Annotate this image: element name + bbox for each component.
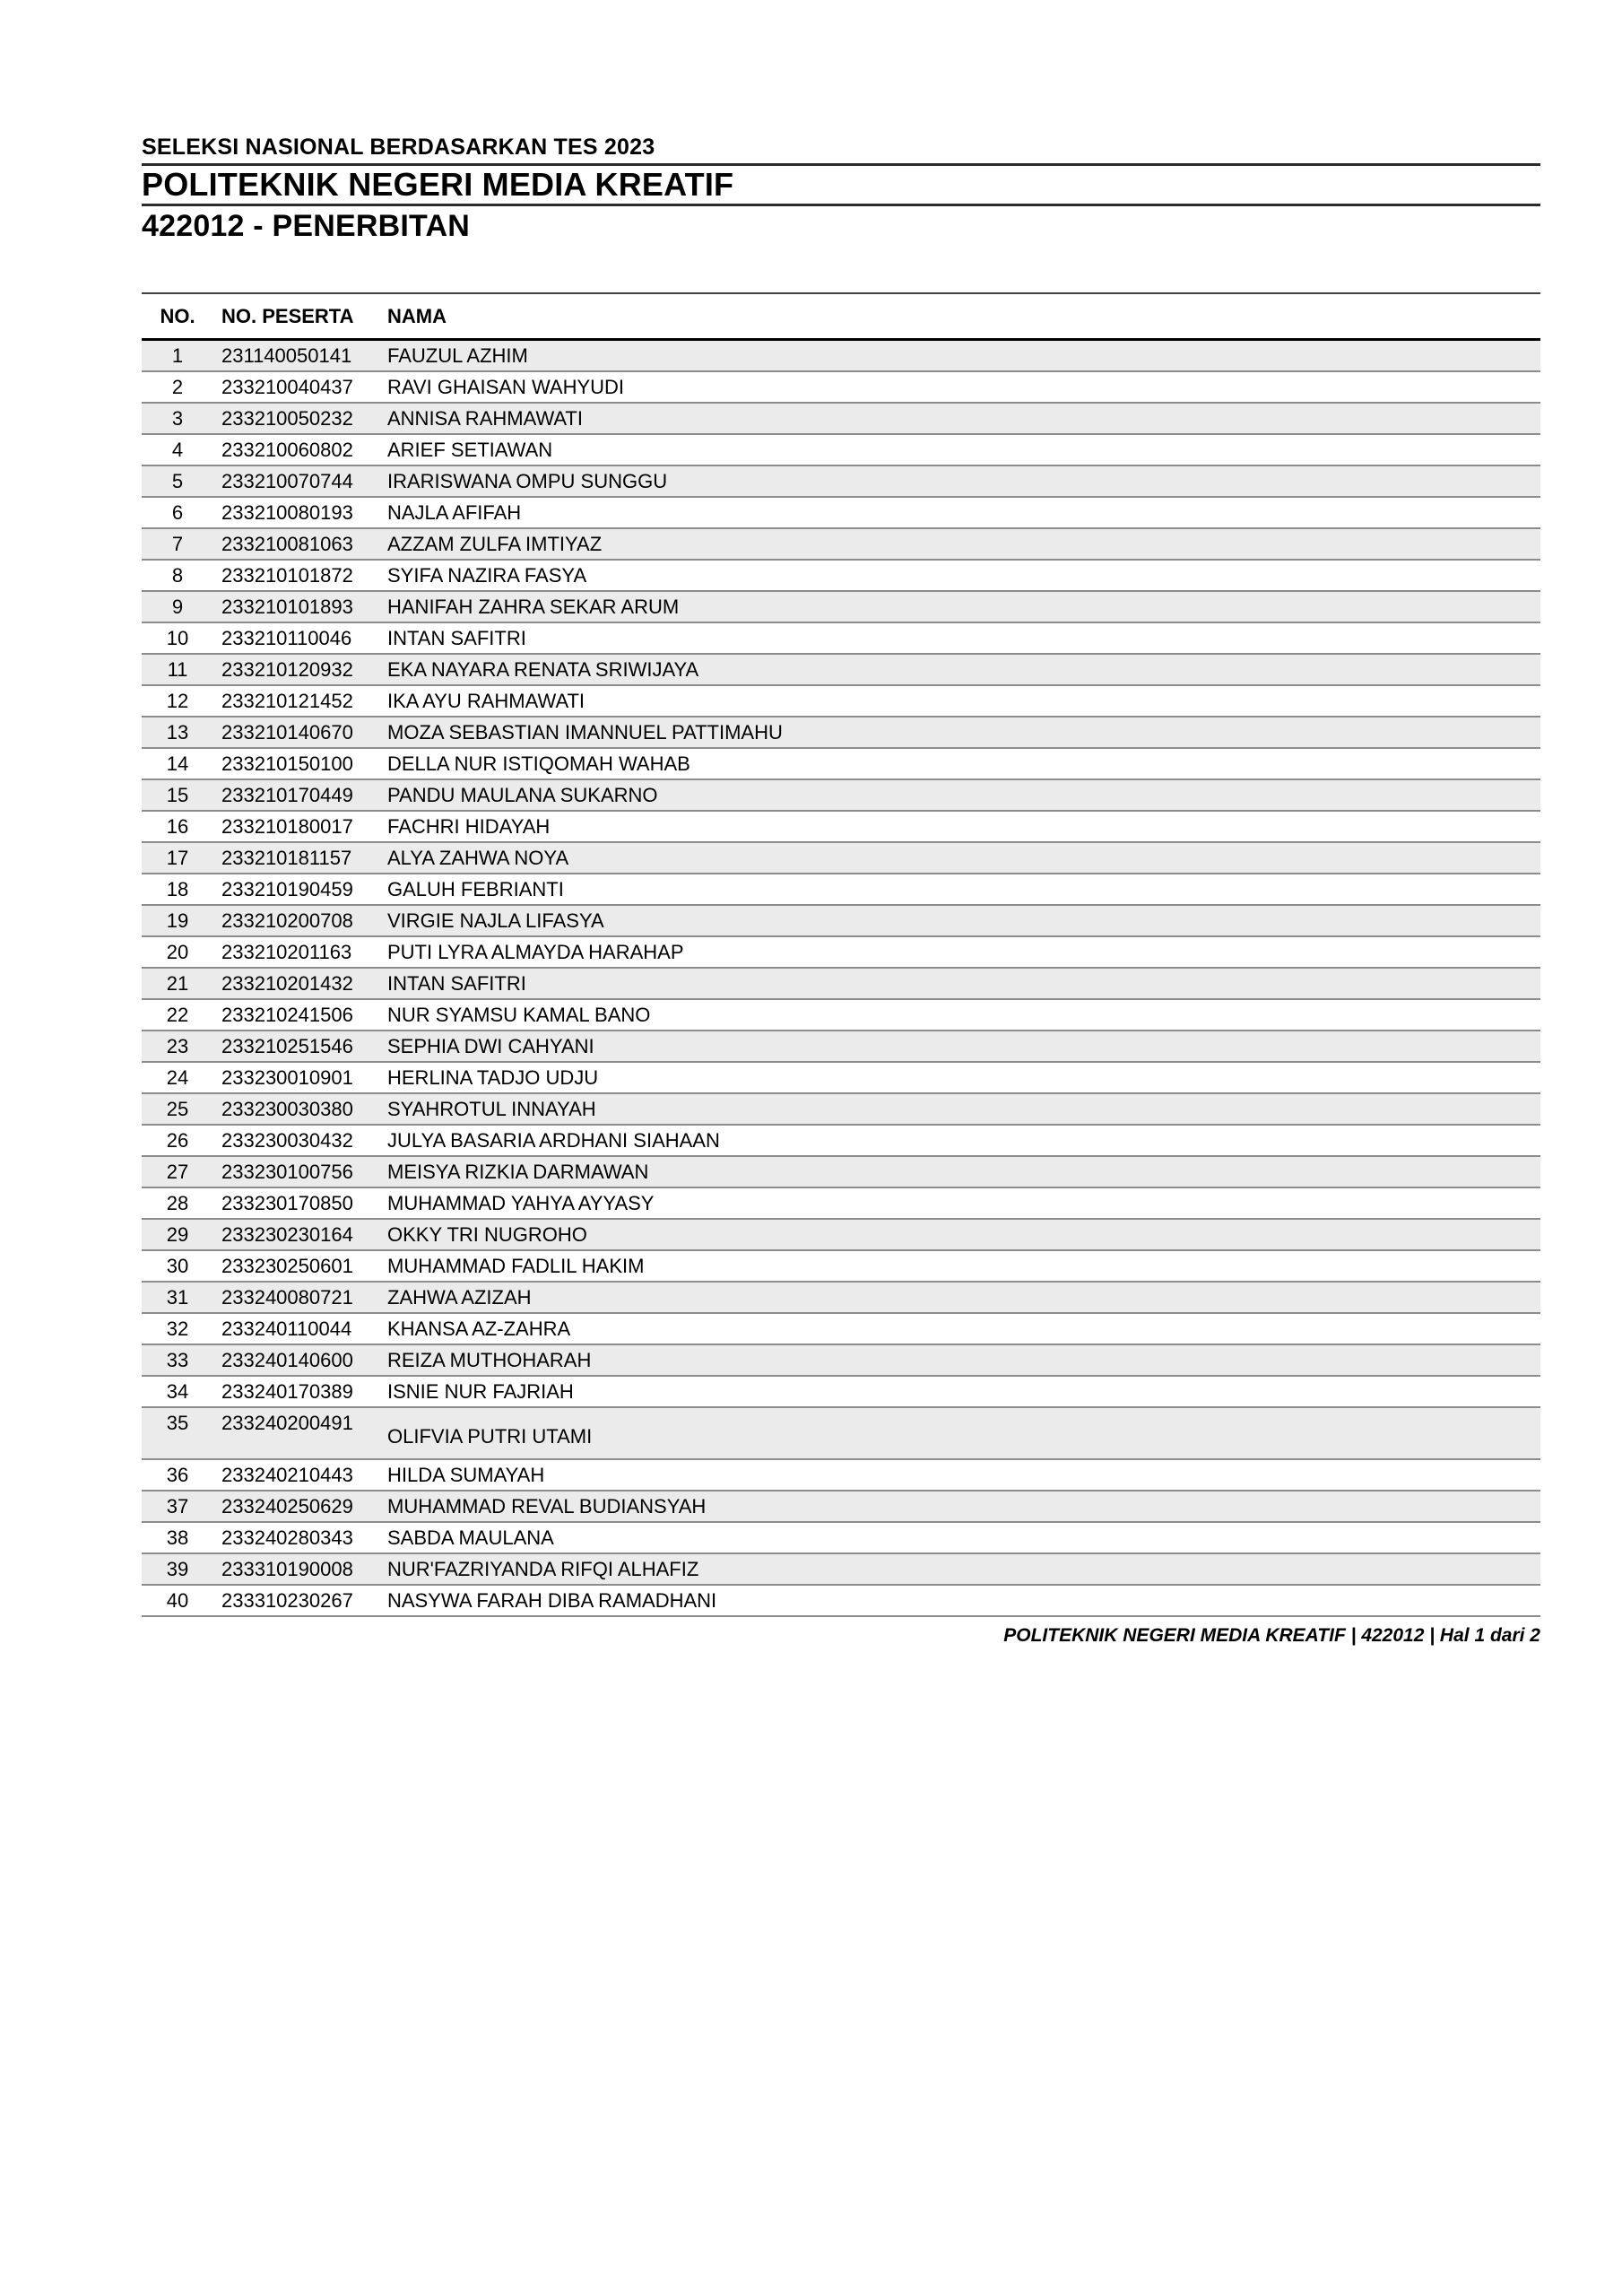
table-row — [142, 372, 1540, 404]
event-title: SELEKSI NASIONAL BERDASARKAN TES 2023 — [142, 131, 1540, 166]
row-name: DELLA NUR ISTIQOMAH WAHAB — [387, 752, 690, 775]
table-row — [142, 749, 1540, 780]
row-name: NASYWA FARAH DIBA RAMADHANI — [387, 1588, 717, 1612]
table-row — [142, 874, 1540, 906]
column-header-no: NO. — [160, 304, 195, 327]
row-peserta-number: 233210180017 — [221, 814, 353, 838]
row-name: FAUZUL AZHIM — [387, 344, 528, 367]
row-name: PUTI LYRA ALMAYDA HARAHAP — [387, 940, 684, 963]
row-number: 8 — [171, 563, 184, 587]
table-row — [142, 843, 1540, 874]
table-row — [142, 466, 1540, 498]
row-number: 18 — [166, 877, 189, 900]
table-body — [142, 341, 1540, 1617]
column-header-peserta: NO. PESERTA — [221, 304, 354, 327]
table-row — [142, 498, 1540, 529]
row-peserta-number: 233210050232 — [221, 406, 353, 430]
row-peserta-number: 233210170449 — [221, 783, 353, 806]
row-number: 28 — [166, 1191, 189, 1214]
row-peserta-number: 233240080721 — [221, 1285, 353, 1309]
row-name: MUHAMMAD REVAL BUDIANSYAH — [387, 1494, 707, 1518]
row-peserta-number: 233210201432 — [221, 971, 353, 995]
row-name: ANNISA RAHMAWATI — [387, 406, 583, 430]
row-name: ARIEF SETIAWAN — [387, 438, 553, 461]
row-number: 20 — [166, 940, 189, 963]
table-row — [142, 1031, 1540, 1063]
row-peserta-number: 233210070744 — [221, 469, 353, 492]
row-peserta-number: 233210190459 — [221, 877, 353, 900]
row-peserta-number: 233210080193 — [221, 500, 353, 524]
row-name: SYIFA NAZIRA FASYA — [387, 563, 587, 587]
row-peserta-number: 233230230164 — [221, 1222, 353, 1246]
row-name: ISNIE NUR FAJRIAH — [387, 1379, 574, 1403]
row-number: 21 — [166, 971, 189, 995]
row-name: FACHRI HIDAYAH — [387, 814, 551, 838]
row-name: ZAHWA AZIZAH — [387, 1285, 532, 1309]
table-row — [142, 1460, 1540, 1492]
row-number: 17 — [166, 846, 189, 869]
row-peserta-number: 233240250629 — [221, 1494, 353, 1518]
row-number: 16 — [166, 814, 189, 838]
table-row — [142, 969, 1540, 1000]
table-row — [142, 592, 1540, 623]
row-number: 34 — [166, 1379, 189, 1403]
row-peserta-number: 233230030380 — [221, 1097, 353, 1120]
row-peserta-number: 233230010901 — [221, 1065, 353, 1089]
row-peserta-number: 233210241506 — [221, 1003, 353, 1026]
row-name: MOZA SEBASTIAN IMANNUEL PATTIMAHU — [387, 720, 783, 744]
row-name: HERLINA TADJO UDJU — [387, 1065, 599, 1089]
row-name: AZZAM ZULFA IMTIYAZ — [387, 532, 603, 555]
row-peserta-number: 233210181157 — [221, 846, 352, 869]
row-peserta-number: 233210040437 — [221, 375, 353, 398]
row-peserta-number: 233210110046 — [221, 626, 352, 649]
row-name: KHANSA AZ-ZAHRA — [387, 1317, 571, 1340]
row-number: 5 — [171, 469, 184, 492]
table-row — [142, 1523, 1540, 1554]
table-row — [142, 1345, 1540, 1377]
table-row — [142, 718, 1540, 749]
row-number: 33 — [166, 1348, 189, 1371]
row-number: 30 — [166, 1254, 189, 1277]
table-row — [142, 1377, 1540, 1408]
row-number: 10 — [166, 626, 189, 649]
row-peserta-number: 233210121452 — [221, 689, 353, 712]
row-peserta-number: 233240170389 — [221, 1379, 353, 1403]
table-row — [142, 435, 1540, 466]
row-number: 7 — [171, 532, 184, 555]
row-number: 22 — [166, 1003, 189, 1026]
row-name: MUHAMMAD YAHYA AYYASY — [387, 1191, 655, 1214]
row-peserta-number: 233310230267 — [221, 1588, 353, 1612]
table-row — [142, 686, 1540, 718]
row-name: HILDA SUMAYAH — [387, 1463, 545, 1486]
row-number: 36 — [166, 1463, 189, 1486]
table-row — [142, 561, 1540, 592]
program-title: 422012 - PENERBITAN — [142, 209, 470, 243]
row-name: MUHAMMAD FADLIL HAKIM — [387, 1254, 645, 1277]
row-name: NAJLA AFIFAH — [387, 500, 522, 524]
row-peserta-number: 233310190008 — [221, 1557, 353, 1580]
row-name: OKKY TRI NUGROHO — [387, 1222, 587, 1246]
row-peserta-number: 233210120932 — [221, 657, 353, 681]
row-number: 29 — [166, 1222, 189, 1246]
row-peserta-number: 233240140600 — [221, 1348, 353, 1371]
row-peserta-number: 233240200491 — [221, 1412, 353, 1434]
table-row — [142, 906, 1540, 937]
table-row — [142, 1408, 1540, 1460]
row-name: REIZA MUTHOHARAH — [387, 1348, 592, 1371]
row-name: RAVI GHAISAN WAHYUDI — [387, 375, 625, 398]
row-peserta-number: 231140050141 — [221, 344, 352, 367]
row-number: 27 — [166, 1160, 189, 1183]
table-row — [142, 1251, 1540, 1283]
row-name: IKA AYU RAHMAWATI — [387, 689, 585, 712]
row-name: IRARISWANA OMPU SUNGGU — [387, 469, 668, 492]
row-name: HANIFAH ZAHRA SEKAR ARUM — [387, 595, 680, 618]
row-peserta-number: 233210101893 — [221, 595, 353, 618]
row-peserta-number: 233210060802 — [221, 438, 353, 461]
column-header-nama: NAMA — [387, 304, 447, 327]
page-footer: POLITEKNIK NEGERI MEDIA KREATIF | 422012 | Hal 1 dari 2 — [1003, 1625, 1540, 1646]
row-number: 14 — [166, 752, 189, 775]
row-peserta-number: 233230250601 — [221, 1254, 353, 1277]
table-row — [142, 623, 1540, 655]
table-row — [142, 341, 1540, 372]
table-row — [142, 1492, 1540, 1523]
institution-title: POLITEKNIK NEGERI MEDIA KREATIF — [142, 166, 1540, 206]
row-number: 2 — [171, 375, 184, 398]
row-name: NUR'FAZRIYANDA RIFQI ALHAFIZ — [387, 1557, 699, 1580]
row-name: INTAN SAFITRI — [387, 626, 526, 649]
row-peserta-number: 233210200708 — [221, 909, 353, 932]
row-number: 1 — [171, 344, 184, 367]
row-peserta-number: 233210201163 — [221, 940, 352, 963]
row-number: 9 — [171, 595, 184, 618]
row-number: 31 — [166, 1285, 189, 1309]
row-number: 26 — [166, 1128, 189, 1152]
row-peserta-number: 233230170850 — [221, 1191, 353, 1214]
table-row — [142, 780, 1540, 812]
row-peserta-number: 233210081063 — [221, 532, 353, 555]
table-row — [142, 1000, 1540, 1031]
row-name: SYAHROTUL INNAYAH — [387, 1097, 596, 1120]
row-number: 24 — [166, 1065, 189, 1089]
row-peserta-number: 233210251546 — [221, 1034, 353, 1057]
table-row — [142, 529, 1540, 561]
row-name: EKA NAYARA RENATA SRIWIJAYA — [387, 657, 699, 681]
row-number: 35 — [166, 1412, 189, 1434]
row-name: OLIFVIA PUTRI UTAMI — [387, 1425, 593, 1448]
row-number: 25 — [166, 1097, 189, 1120]
row-number: 4 — [171, 438, 184, 461]
table-row — [142, 404, 1540, 435]
table-row — [142, 655, 1540, 686]
row-number: 11 — [167, 657, 188, 681]
row-name: GALUH FEBRIANTI — [387, 877, 564, 900]
row-name: SEPHIA DWI CAHYANI — [387, 1034, 594, 1057]
table-header-row — [142, 292, 1540, 341]
table-row — [142, 812, 1540, 843]
row-name: ALYA ZAHWA NOYA — [387, 846, 569, 869]
table-row — [142, 937, 1540, 969]
row-peserta-number: 233230100756 — [221, 1160, 353, 1183]
row-peserta-number: 233240210443 — [221, 1463, 353, 1486]
table-row — [142, 1554, 1540, 1586]
row-name: VIRGIE NAJLA LIFASYA — [387, 909, 604, 932]
table-row — [142, 1126, 1540, 1157]
row-peserta-number: 233240110044 — [221, 1317, 352, 1340]
row-number: 6 — [171, 500, 184, 524]
table-row — [142, 1314, 1540, 1345]
row-name: SABDA MAULANA — [387, 1526, 554, 1549]
row-number: 12 — [166, 689, 189, 712]
table-row — [142, 1586, 1540, 1617]
row-peserta-number: 233210140670 — [221, 720, 353, 744]
row-number: 19 — [166, 909, 189, 932]
row-name: JULYA BASARIA ARDHANI SIAHAAN — [387, 1128, 720, 1152]
row-name: PANDU MAULANA SUKARNO — [387, 783, 658, 806]
row-name: MEISYA RIZKIA DARMAWAN — [387, 1160, 649, 1183]
row-name: INTAN SAFITRI — [387, 971, 526, 995]
row-number: 13 — [166, 720, 189, 744]
results-table — [142, 292, 1540, 1617]
table-row — [142, 1157, 1540, 1188]
row-peserta-number: 233240280343 — [221, 1526, 353, 1549]
table-row — [142, 1283, 1540, 1314]
table-row — [142, 1063, 1540, 1094]
row-name: NUR SYAMSU KAMAL BANO — [387, 1003, 651, 1026]
row-number: 37 — [166, 1494, 189, 1518]
row-peserta-number: 233230030432 — [221, 1128, 353, 1152]
row-peserta-number: 233210150100 — [221, 752, 353, 775]
row-number: 40 — [166, 1588, 189, 1612]
table-row — [142, 1220, 1540, 1251]
row-number: 15 — [166, 783, 189, 806]
row-number: 32 — [166, 1317, 189, 1340]
table-row — [142, 1188, 1540, 1220]
row-number: 23 — [166, 1034, 189, 1057]
row-number: 3 — [171, 406, 184, 430]
row-peserta-number: 233210101872 — [221, 563, 353, 587]
row-number: 38 — [166, 1526, 189, 1549]
table-row — [142, 1094, 1540, 1126]
row-number: 39 — [166, 1557, 189, 1580]
title-block — [142, 131, 1540, 246]
